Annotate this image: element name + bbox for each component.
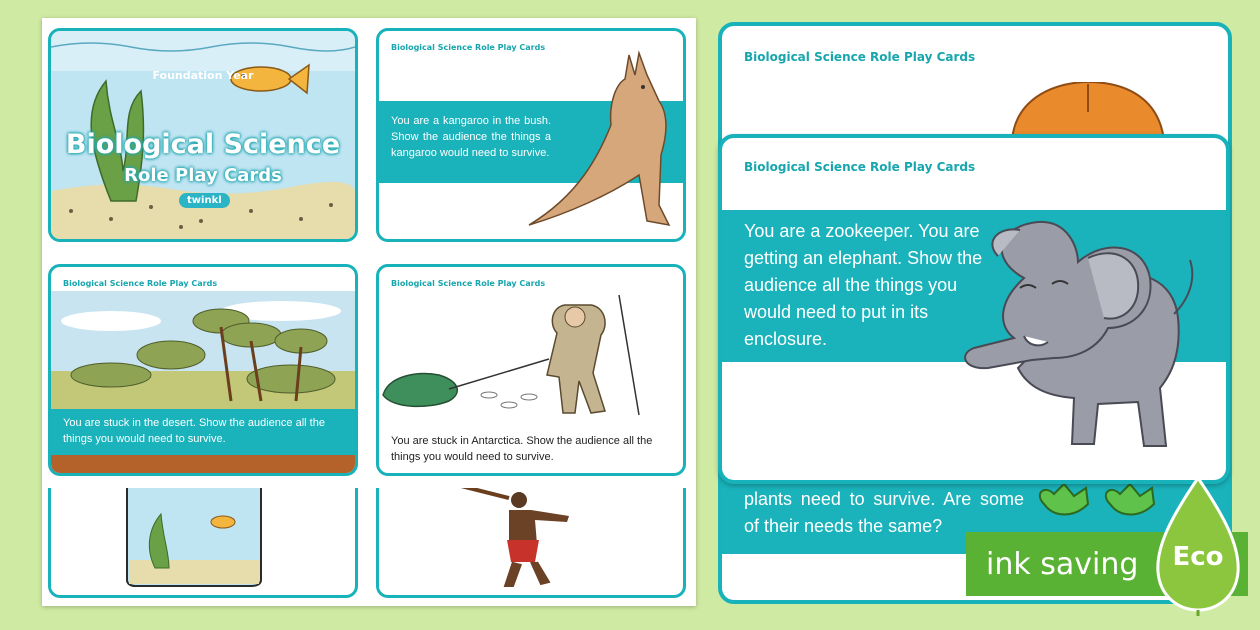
card-header: Biological Science Role Play Cards (391, 43, 546, 52)
ink-saving-label: ink saving (986, 546, 1139, 582)
twinkl-logo: twinkl (179, 193, 230, 208)
cover-year: Foundation Year (152, 69, 254, 82)
desert-card (48, 264, 358, 476)
card-header: Biological Science Role Play Cards (391, 279, 546, 288)
card-header: Biological Science Role Play Cards (744, 160, 976, 174)
plants-text: plants need to survive. Are some of their needs the same? (744, 489, 1024, 536)
fish-tank-card (48, 488, 358, 598)
zookeeper-card (718, 134, 1230, 484)
antarctica-text: You are stuck in Antarctica. Show the audience all the things you would need to survive. (391, 435, 653, 463)
desert-text: You are stuck in the desert. Show the audience all the things you would need to survive. (63, 417, 325, 445)
elephant-illustration (928, 218, 1228, 458)
hunter-illustration (449, 488, 629, 592)
hunter-card (376, 488, 686, 598)
kangaroo-text: You are a kangaroo in the bush. Show the audience the things a kangaroo would need to survive. (391, 115, 551, 159)
kangaroo-card (376, 28, 686, 242)
desert-illustration (51, 291, 355, 411)
card-header: Biological Science Role Play Cards (63, 279, 218, 288)
girl-head-illustration (1008, 82, 1168, 142)
kangaroo-illustration (519, 45, 679, 235)
fish-tank-illustration (125, 488, 265, 588)
cover-card (48, 28, 358, 242)
eco-label: Eco (1172, 542, 1224, 572)
cover-title: Biological Science (65, 129, 341, 160)
desert-ground (51, 455, 355, 473)
antarctica-illustration (379, 285, 683, 425)
antarctica-card (376, 264, 686, 476)
card-header: Biological Science Role Play Cards (744, 50, 976, 64)
left-sheet (42, 18, 696, 606)
zookeeper-text: You are a zookeeper. You are getting an elephant. Show the audience all the things you would need to put in its enclosure. (744, 221, 983, 349)
cover-subtitle: Role Play Cards (124, 165, 282, 186)
